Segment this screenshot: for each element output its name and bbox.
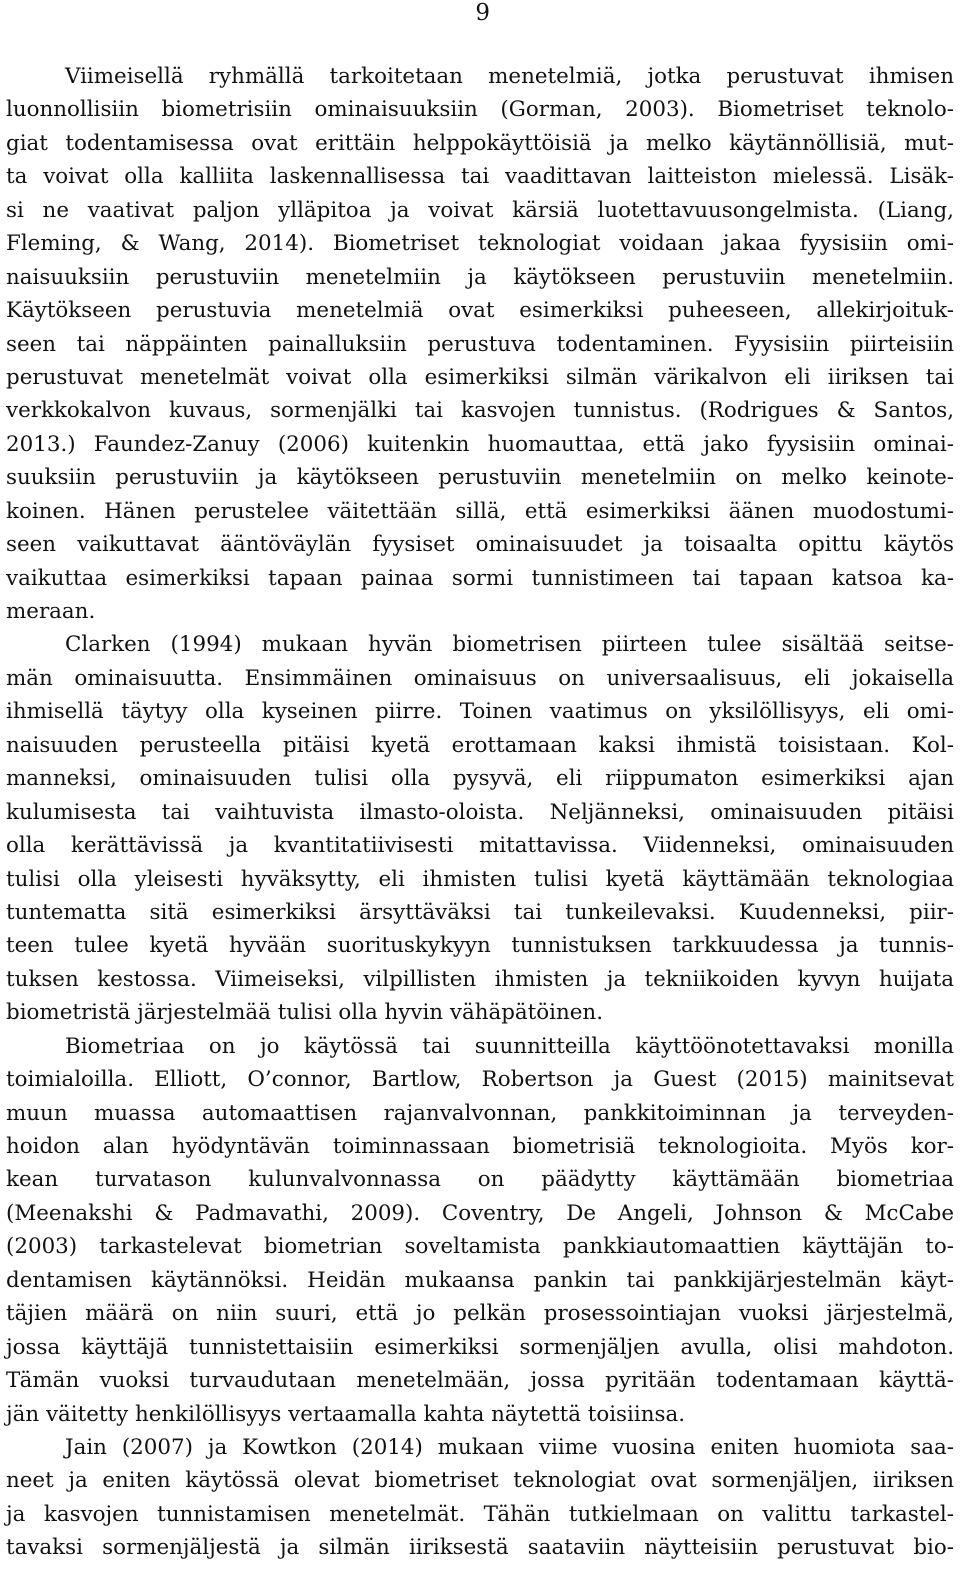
document-body — [6, 60, 954, 1565]
text-line: tavaksi sormenjäljestä ja silmän iiriksestä saataviin näytteisiin perustuvat bio- — [6, 1535, 954, 1561]
text-line: naisuuden perusteella pitäisi kyetä erottamaan kaksi ihmistä toisistaan. Kol- — [6, 732, 954, 758]
text-line: 2013.) Faundez-Zanuy (2006) kuitenkin huomauttaa, että jako fyysisiin ominai- — [6, 431, 954, 457]
text-line: hoidon alan hyödyntävän toiminnassaan biometrisiä teknologioita. Myös kor- — [6, 1134, 954, 1159]
text-line: Viimeisellä ryhmällä tarkoitetaan menetelmiä, jotka perustuvat ihmisen — [65, 64, 954, 89]
text-line: vaikuttaa esimerkiksi tapaan painaa sormi tunnistimeen tai tapaan katsoa ka- — [6, 565, 954, 591]
text-line: (2003) tarkastelevat biometrian soveltamista pankkiautomaattien käyttäjän to- — [6, 1234, 954, 1260]
text-line: neet ja eniten käytössä olevat biometriset teknologiat ovat sormenjäljen, iiriksen — [6, 1468, 954, 1494]
text-line: seen vaikuttavat ääntöväylän fyysiset ominaisuudet ja toisaalta opittu käytös — [6, 532, 954, 558]
text-line: biometristä järjestelmää tulisi olla hyvin vähäpätöinen. — [6, 1000, 603, 1026]
text-line: verkkokalvon kuvaus, sormenjälki tai kasvojen tunnistus. (Rodrigues & Santos, — [6, 398, 954, 424]
page-number: 9 — [475, 0, 490, 26]
text-line: jän väitetty henkilöllisyys vertaamalla kahta näytettä toisiinsa. — [6, 1401, 686, 1427]
text-line: manneksi, ominaisuuden tulisi olla pysyvä, eli riippumaton esimerkiksi ajan — [6, 766, 954, 792]
text-line: Fleming, & Wang, 2014). Biometriset teknologiat voidaan jakaa fyysisiin omi- — [6, 231, 954, 257]
text-line: täjien määrä on niin suuri, että jo pelkän prosessointiajan vuoksi järjestelmä, — [6, 1301, 954, 1327]
text-line: dentamisen käytännöksi. Heidän mukaansa pankin tai pankkijärjestelmän käyt- — [6, 1267, 954, 1293]
text-line: luonnollisiin biometrisiin ominaisuuksiin (Gorman, 2003). Biometriset teknolo- — [6, 97, 954, 123]
text-line: koinen. Hänen perustelee väitettään sillä, että esimerkiksi äänen muodostumi- — [6, 498, 954, 524]
text-line: ja kasvojen tunnistamisen menetelmät. Tähän tutkielmaan on valittu tarkastel- — [6, 1501, 954, 1527]
text-line: muun muassa automaattisen rajanvalvonnan, pankkitoiminnan ja terveyden- — [6, 1100, 954, 1126]
text-line: tuksen kestossa. Viimeiseksi, vilpillisten ihmisten ja tekniikoiden kyvyn huijata — [6, 966, 954, 992]
text-line: ta voivat olla kalliita laskennallisessa tai vaadittavan laitteiston mielessä. Lisäk- — [6, 164, 954, 190]
text-line: tuntematta sitä esimerkiksi ärsyttäväksi tai tunkeilevaksi. Kuudenneksi, piir- — [6, 899, 954, 925]
text-line: si ne vaativat paljon ylläpitoa ja voivat kärsiä luotettavuusongelmista. (Liang, — [6, 197, 954, 223]
text-line: teen tulee kyetä hyvään suorituskykyyn tunnistuksen tarkkuudessa ja tunnis- — [6, 933, 954, 959]
text-line: kulumisesta tai vaihtuvista ilmasto-oloista. Neljänneksi, ominaisuuden pitäisi — [6, 799, 954, 825]
text-line: män ominaisuutta. Ensimmäinen ominaisuus on universaalisuus, eli jokaisella — [6, 665, 954, 691]
text-line: naisuuksiin perustuviin menetelmiin ja käytökseen perustuviin menetelmiin. — [6, 264, 954, 290]
text-line: jossa käyttäjä tunnistettaisiin esimerkiksi sormenjäljen avulla, olisi mahdoton. — [6, 1334, 954, 1360]
text-line: perustuvat menetelmät voivat olla esimerkiksi silmän värikalvon eli iiriksen tai — [6, 364, 954, 390]
text-line: giat todentamisessa ovat erittäin helppokäyttöisiä ja melko käytännöllisiä, mut- — [6, 130, 954, 156]
text-line: Biometriaa on jo käytössä tai suunnitteilla käyttöönotettavaksi monilla — [65, 1033, 954, 1059]
text-line: Tämän vuoksi turvaudutaan menetelmään, jossa pyritään todentamaan käyttä- — [6, 1368, 954, 1394]
text-line: tulisi olla yleisesti hyväksytty, eli ihmisten tulisi kyetä käyttämään teknologiaa — [6, 866, 954, 892]
text-line: seen tai näppäinten painalluksiin perustuva todentaminen. Fyysisiin piirteisiin — [6, 331, 954, 357]
text-line: (Meenakshi & Padmavathi, 2009). Coventry, De Angeli, Johnson & McCabe — [6, 1200, 954, 1226]
text-line: olla kerättävissä ja kvantitatiivisesti mitattavissa. Viidenneksi, ominaisuuden — [6, 833, 954, 859]
text-line: Jain (2007) ja Kowtkon (2014) mukaan viime vuosina eniten huomiota saa- — [65, 1434, 954, 1460]
text-line: Käytökseen perustuvia menetelmiä ovat esimerkiksi puheeseen, allekirjoituk- — [6, 298, 954, 324]
text-line: toimialoilla. Elliott, O’connor, Bartlow, Robertson ja Guest (2015) mainitsevat — [6, 1067, 954, 1093]
text-line: suuksiin perustuviin ja käytökseen perustuviin menetelmiin on melko keinote- — [6, 465, 954, 491]
text-line: kean turvatason kulunvalvonnassa on päädytty käyttämään biometriaa — [6, 1167, 954, 1193]
text-line: ihmisellä täytyy olla kyseinen piirre. Toinen vaatimus on yksilöllisyys, eli omi- — [6, 699, 954, 725]
text-line: Clarken (1994) mukaan hyvän biometrisen piirteen tulee sisältää seitse- — [65, 632, 954, 658]
text-line: meraan. — [6, 599, 96, 624]
